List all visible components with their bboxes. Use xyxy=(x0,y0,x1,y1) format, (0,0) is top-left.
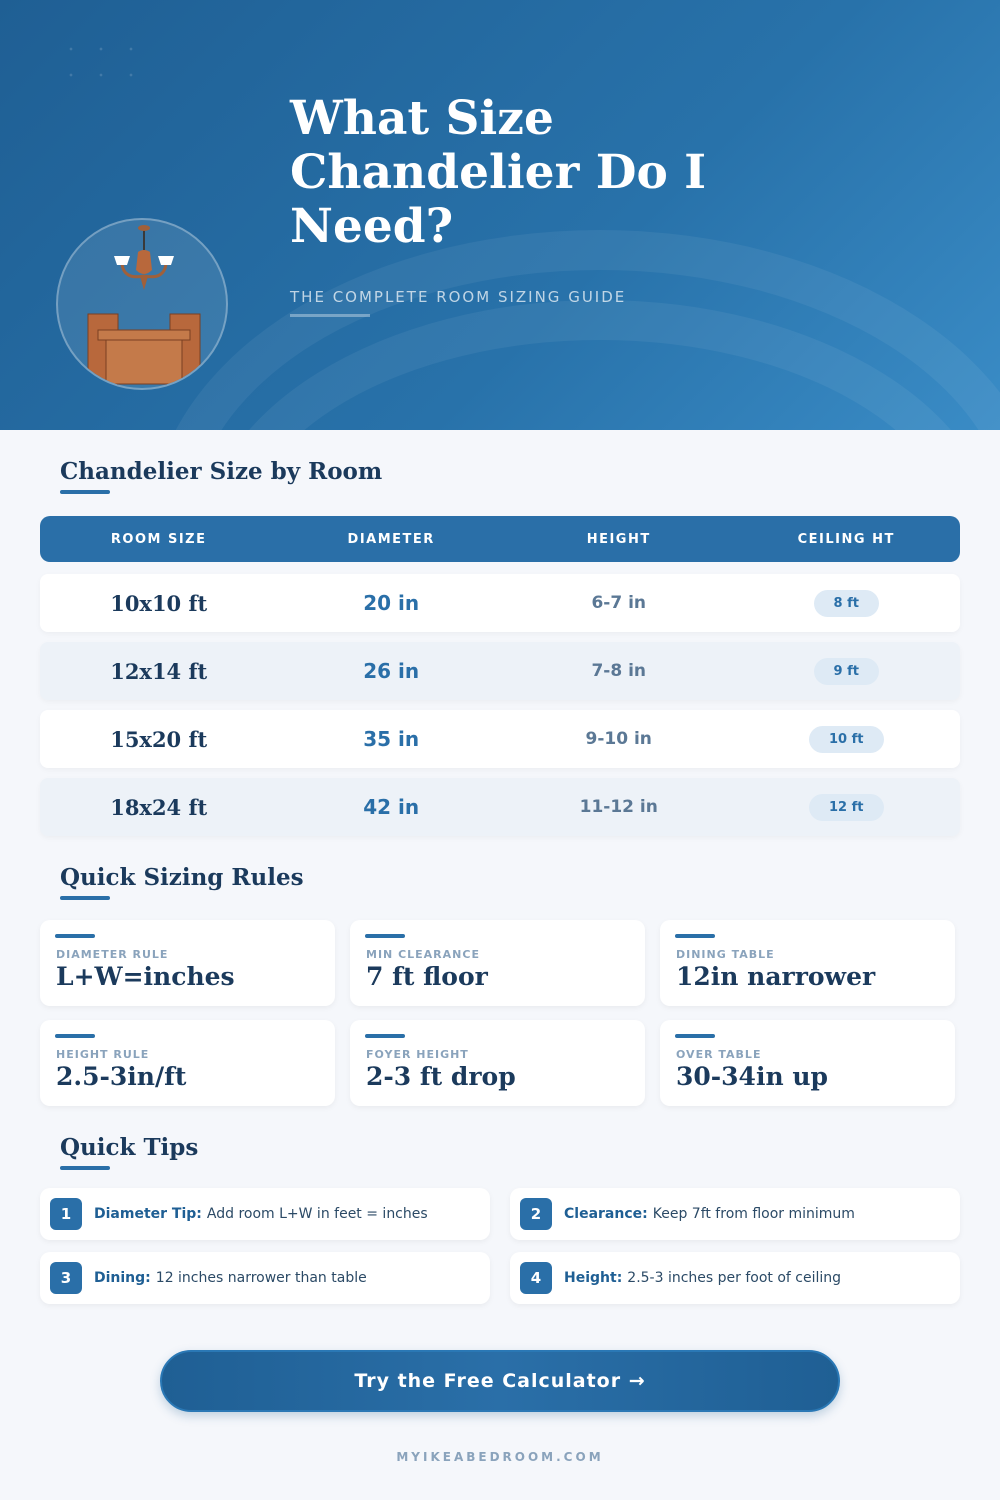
footer-site: MYIKEABEDROOM.COM xyxy=(396,1450,604,1464)
table-row xyxy=(40,574,960,632)
tip-number: 2 xyxy=(520,1198,552,1230)
column-header: CEILING HT xyxy=(797,531,895,547)
tip-text: Add room L+W in feet = inches xyxy=(206,1206,428,1222)
rule-card xyxy=(350,1020,645,1106)
height: 11-12 in xyxy=(579,797,658,817)
table-row xyxy=(40,642,960,700)
ceiling-badge: 10 ft xyxy=(809,726,884,753)
table-row xyxy=(40,778,960,836)
room-size: 10x10 ft xyxy=(110,590,208,616)
table-row xyxy=(40,710,960,768)
tip-item xyxy=(40,1188,490,1240)
tip-text: Keep 7ft from floor minimum xyxy=(652,1206,855,1222)
rule-card xyxy=(660,920,955,1006)
tip-text: 12 inches narrower than table xyxy=(155,1270,367,1286)
tip-text: 2.5-3 inches per foot of ceiling xyxy=(627,1270,842,1286)
diameter: 35 in xyxy=(363,727,420,751)
rule-value: 30-34in up xyxy=(676,1062,828,1091)
height: 7-8 in xyxy=(591,661,646,681)
column-header: DIAMETER xyxy=(347,531,435,547)
column-header: HEIGHT xyxy=(586,531,651,547)
room-size: 18x24 ft xyxy=(110,794,208,820)
rule-label: DIAMETER RULE xyxy=(56,948,169,961)
tip-number: 1 xyxy=(50,1198,82,1230)
subtitle-underline xyxy=(290,314,370,317)
rule-value: 2.5-3in/ft xyxy=(56,1062,187,1091)
tip-item xyxy=(510,1188,960,1240)
section-heading-size-by-room: Chandelier Size by Room xyxy=(60,458,383,485)
rule-label: OVER TABLE xyxy=(676,1048,762,1061)
section-heading-quick-tips: Quick Tips xyxy=(60,1134,199,1161)
heading-underline xyxy=(60,490,110,494)
rule-value: L+W=inches xyxy=(56,962,235,991)
ceiling-badge: 9 ft xyxy=(814,658,879,685)
diameter: 42 in xyxy=(363,795,420,819)
rule-label: DINING TABLE xyxy=(676,948,775,961)
tip-item xyxy=(40,1252,490,1304)
decorative-dots xyxy=(56,36,156,96)
page-title: What Size Chandelier Do I Need? xyxy=(290,91,707,254)
tip-title: Diameter Tip: xyxy=(94,1206,202,1222)
room-size: 15x20 ft xyxy=(110,726,208,752)
heading-underline xyxy=(60,896,110,900)
rule-label: MIN CLEARANCE xyxy=(366,948,480,961)
heading-underline xyxy=(60,1166,110,1170)
height: 6-7 in xyxy=(591,593,646,613)
table-header xyxy=(40,516,960,562)
height: 9-10 in xyxy=(585,729,652,749)
diameter: 20 in xyxy=(363,591,420,615)
ceiling-badge: 12 ft xyxy=(809,794,884,821)
ceiling-badge: 8 ft xyxy=(814,590,879,617)
hero-banner xyxy=(0,0,1000,430)
rule-card xyxy=(660,1020,955,1106)
room-size: 12x14 ft xyxy=(110,658,208,684)
column-header: ROOM SIZE xyxy=(110,531,207,547)
rule-value: 2-3 ft drop xyxy=(366,1062,516,1091)
page-subtitle: THE COMPLETE ROOM SIZING GUIDE xyxy=(290,288,627,306)
tip-title: Clearance: xyxy=(564,1206,648,1222)
tip-title: Dining: xyxy=(94,1270,151,1286)
rule-value: 7 ft floor xyxy=(366,962,488,991)
rule-card xyxy=(40,1020,335,1106)
tip-title: Height: xyxy=(564,1270,623,1286)
tip-item xyxy=(510,1252,960,1304)
tip-number: 3 xyxy=(50,1262,82,1294)
tip-number: 4 xyxy=(520,1262,552,1294)
free-calculator-button[interactable]: Try the Free Calculator → xyxy=(160,1350,840,1412)
rule-label: HEIGHT RULE xyxy=(56,1048,150,1061)
rule-card xyxy=(350,920,645,1006)
rule-card xyxy=(40,920,335,1006)
chandelier-illustration xyxy=(56,218,228,390)
diameter: 26 in xyxy=(363,659,420,683)
rule-label: FOYER HEIGHT xyxy=(366,1048,469,1061)
rule-value: 12in narrower xyxy=(676,962,876,991)
section-heading-sizing-rules: Quick Sizing Rules xyxy=(60,864,304,891)
